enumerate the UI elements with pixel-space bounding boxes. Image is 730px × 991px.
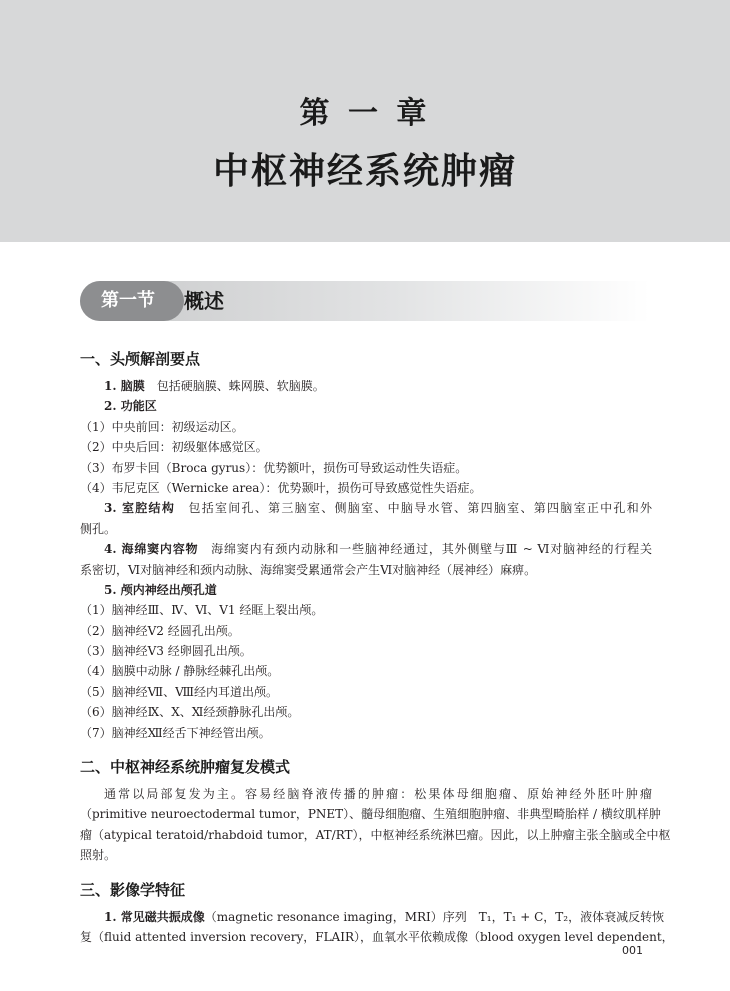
item-title: 3. 室腔结构 xyxy=(104,501,176,516)
item-text: 包括室间孔、第三脑室、侧脑室、中脑导水管、第四脑室、第四脑室正中孔和外 xyxy=(188,501,652,516)
text-line: （primitive neuroectodermal tumor，PNET）、髓母细胞瘤、生殖细胞肿瘤、非典型畸胎样 / 横纹肌样肿 xyxy=(80,807,661,822)
list-item: （4）脑膜中动脉 / 静脉经棘孔出颅。 xyxy=(80,664,280,679)
text-line: 瘤（atypical teratoid/rhabdoid tumor，AT/RT），中枢神经系统淋巴瘤。因此，以上肿瘤主张全脑或全中枢 xyxy=(80,827,671,842)
item-title: 4. 海绵窦内容物 xyxy=(104,542,199,557)
section-label: 第一节 xyxy=(101,290,155,311)
section-title: 概述 xyxy=(184,289,224,313)
item-title: 1. 脑膜 xyxy=(104,379,145,393)
item-text: 包括硬脑膜、蛛网膜、软脑膜。 xyxy=(156,379,325,393)
text-line: 通常以局部复发为主。容易经脑脊液传播的肿瘤：松果体母细胞瘤、原始神经外胚叶肿瘤 xyxy=(104,787,652,802)
list-item: （1）中央前回：初级运动区。 xyxy=(80,419,244,434)
page-number: 001 xyxy=(622,944,643,957)
item-title: 1. 常见磁共振成像 xyxy=(104,909,205,924)
text-line: 复（fluid attented inversion recovery，FLAIR），血氧水平依赖成像（blood oxygen level dependent， xyxy=(80,929,674,944)
list-item: （3）脑神经V3 经卵圆孔出颅。 xyxy=(80,644,252,659)
list-item: （5）脑神经Ⅶ、Ⅷ经内耳道出颅。 xyxy=(80,684,279,699)
list-item: （1）脑神经Ⅲ、Ⅳ、Ⅵ、V1 经眶上裂出颅。 xyxy=(80,603,324,618)
item-title: 2. 功能区 xyxy=(104,399,157,414)
paragraph-mri xyxy=(80,907,665,927)
chapter-title: 中枢神经系统肿瘤 xyxy=(212,151,517,192)
text-line: 系密切，Ⅵ对脑神经和颈内动脉、海绵窦受累通常会产生Ⅵ对脑神经（展神经）麻痹。 xyxy=(80,562,537,577)
item-title: 5. 颅内神经出颅孔道 xyxy=(104,582,217,597)
item-text: （magnetic resonance imaging，MRI）序列 T₁，T₁ + C，T₂，液体衰减反转恢 xyxy=(204,909,665,924)
list-item: （2）中央后回：初级躯体感觉区。 xyxy=(80,440,268,455)
heading-anatomy: 一、头颅解剖要点 xyxy=(80,350,201,368)
paragraph-meninges xyxy=(80,376,652,396)
text-line: 侧孔。 xyxy=(80,521,117,536)
paragraph-cavernous-sinus xyxy=(80,539,652,559)
item-text: 海绵窦内有颈内动脉和一些脑神经通过，其外侧壁与Ⅲ ~ Ⅵ对脑神经的行程关 xyxy=(211,542,652,557)
paragraph-ventricles xyxy=(80,498,652,518)
list-item: （2）脑神经V2 经圆孔出颅。 xyxy=(80,623,240,638)
heading-recurrence: 二、中枢神经系统肿瘤复发模式 xyxy=(80,758,291,777)
list-item: （3）布罗卡回（Broca gyrus）：优势额叶，损伤可导致运动性失语症。 xyxy=(80,460,468,475)
text-line: 照射。 xyxy=(80,848,117,863)
body-text xyxy=(80,348,674,947)
heading-imaging: 三、影像学特征 xyxy=(80,880,186,899)
list-item: （7）脑神经Ⅻ经舌下神经管出颅。 xyxy=(80,725,271,740)
list-item: （6）脑神经Ⅸ、Ⅹ、Ⅺ经颈静脉孔出颅。 xyxy=(80,705,300,720)
chapter-number: 第 一 章 xyxy=(299,96,431,131)
list-item: （4）韦尼克区（Wernicke area）：优势颞叶，损伤可导致感觉性失语症。 xyxy=(80,480,482,495)
